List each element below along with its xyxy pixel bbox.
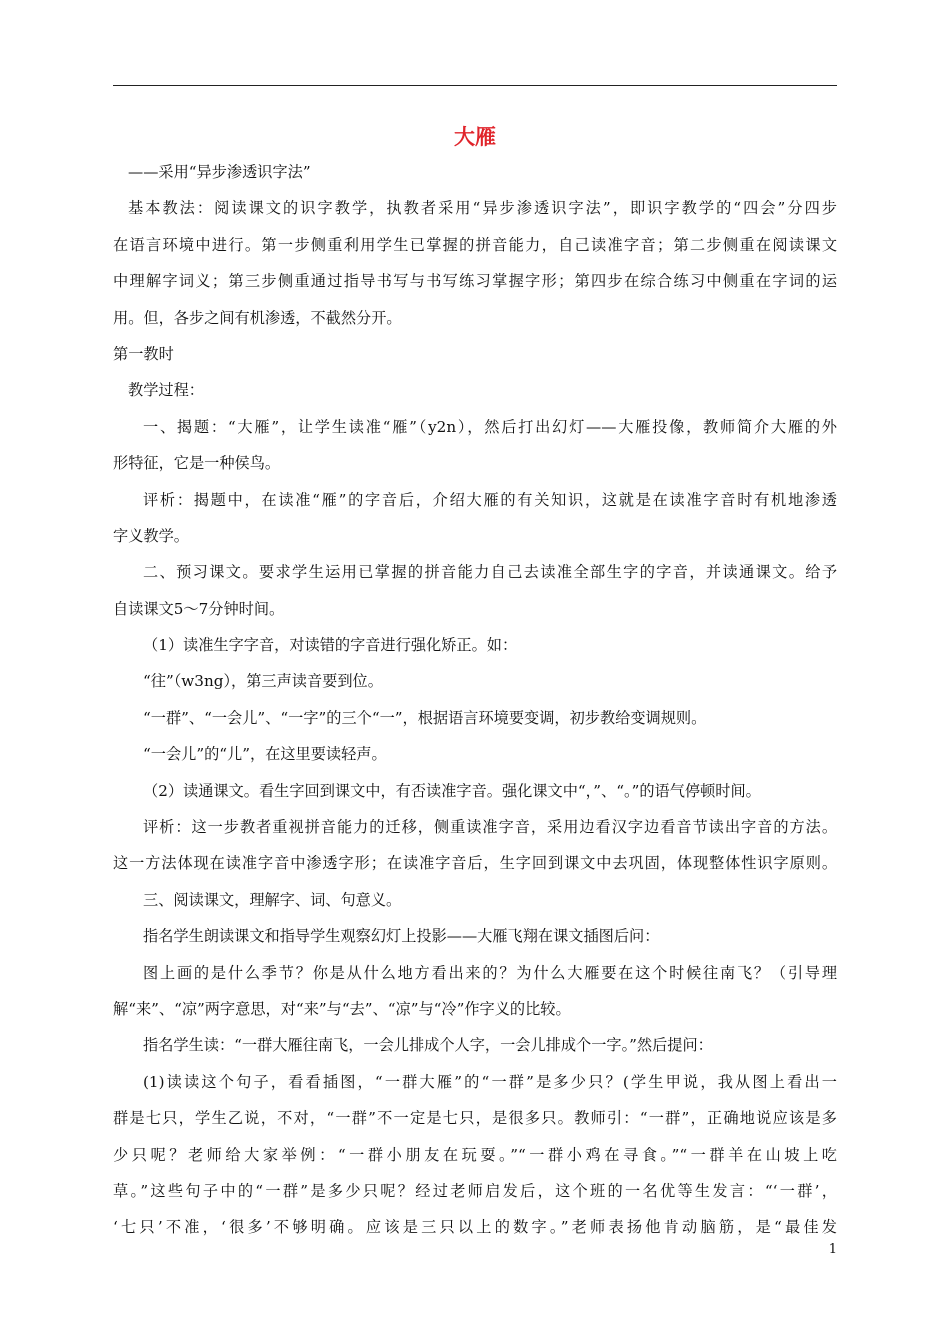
text-line: 评析：这一步教者重视拼音能力的迁移，侧重读准字音，采用边看汉字边看音节读出字音的方法。	[143, 818, 837, 837]
text-line: （2）读通课文。看生字回到课文中，有否读准字音。强化课文中“，”、“。”的语气停顿时间。	[143, 781, 761, 800]
text-line: 形特征，它是一种侯鸟。	[113, 454, 281, 473]
text-line: 图上画的是什么季节？你是从什么地方看出来的？为什么大雁要在这个时候往南飞？（引导理	[143, 963, 837, 982]
text-line: 教学过程：	[128, 381, 204, 400]
text-line: 群是七只，学生乙说，不对，“一群”不一定是七只，是很多只。教师引：“一群”，正确地说应该是多	[113, 1109, 837, 1128]
header-rule	[113, 85, 837, 86]
text-line: 字义教学。	[113, 526, 189, 545]
text-line: 少只呢？老师给大家举例：“一群小朋友在玩耍。”“一群小鸡在寻食。”“一群羊在山坡上吃	[113, 1145, 837, 1164]
document-body	[113, 154, 837, 1246]
page-number: 1	[828, 1242, 837, 1257]
text-line: （1）读准生字字音，对读错的字音进行强化矫正。如：	[143, 636, 518, 655]
text-line: 评析：揭题中，在读准“雁”的字音后，介绍大雁的有关知识，这就是在读准字音时有机地渗透	[143, 490, 837, 509]
page-title: 大雁	[454, 125, 496, 149]
text-line: 用。但，各步之间有机渗透，不截然分开。	[113, 308, 402, 327]
text-line: 第一教时	[113, 344, 174, 363]
text-line: 指名学生朗读课文和指导学生观察幻灯上投影——大雁飞翔在课文插图后问：	[143, 927, 660, 946]
text-line: “往”（w3ng），第三声读音要到位。	[143, 672, 383, 691]
text-line: “一群”、“一会儿”、“一字”的三个“一”，根据语言环境要变调，初步教给变调规则。	[143, 708, 707, 727]
text-line: 草。”这些句子中的“一群”是多少只呢？经过老师启发后，这个班的一名优等生发言：“‘一群’，	[113, 1181, 837, 1200]
text-line: 解“来”、“凉”两字意思，对“来”与“去”、“凉”与“冷”作字义的比较。	[113, 999, 571, 1018]
text-line: 自读课文5～7分钟时间。	[113, 599, 285, 618]
text-line: ‘七只’不准，‘很多’不够明确。应该是三只以上的数字。”老师表扬他肯动脑筋，是“最佳发	[113, 1218, 837, 1237]
text-line: 指名学生读：“一群大雁往南飞，一会儿排成个人字，一会儿排成个一字。”然后提问：	[143, 1036, 713, 1055]
text-line: 在语言环境中进行。第一步侧重利用学生已掌握的拼音能力，自己读准字音；第二步侧重在阅读课文	[113, 235, 837, 254]
text-line: 二、预习课文。要求学生运用已掌握的拼音能力自己去读准全部生字的字音，并读通课文。给予	[143, 563, 837, 582]
text-line: ——采用“异步渗透识字法”	[128, 163, 311, 181]
text-line: (1)读读这个句子，看看插图，“一群大雁”的“一群”是多少只？(学生甲说，我从图上看出一	[143, 1072, 837, 1091]
text-line: “一会儿”的“儿”，在这里要读轻声。	[143, 745, 387, 764]
text-line: 三、阅读课文，理解字、词、句意义。	[143, 890, 402, 909]
text-line: 这一方法体现在读准字音中渗透字形；在读准字音后，生字回到课文中去巩固，体现整体性识字原则。	[113, 854, 837, 873]
text-line: 基本教法：阅读课文的识字教学，执教者采用“异步渗透识字法”，即识字教学的“四会”分四步	[128, 199, 837, 218]
text-line: 一、揭题：“大雁”，让学生读准“雁”（y2n），然后打出幻灯——大雁投像，教师简介大雁的外	[143, 417, 837, 436]
text-line: 中理解字词义；第三步侧重通过指导书写与书写练习掌握字形；第四步在综合练习中侧重在字词的运	[113, 272, 837, 291]
